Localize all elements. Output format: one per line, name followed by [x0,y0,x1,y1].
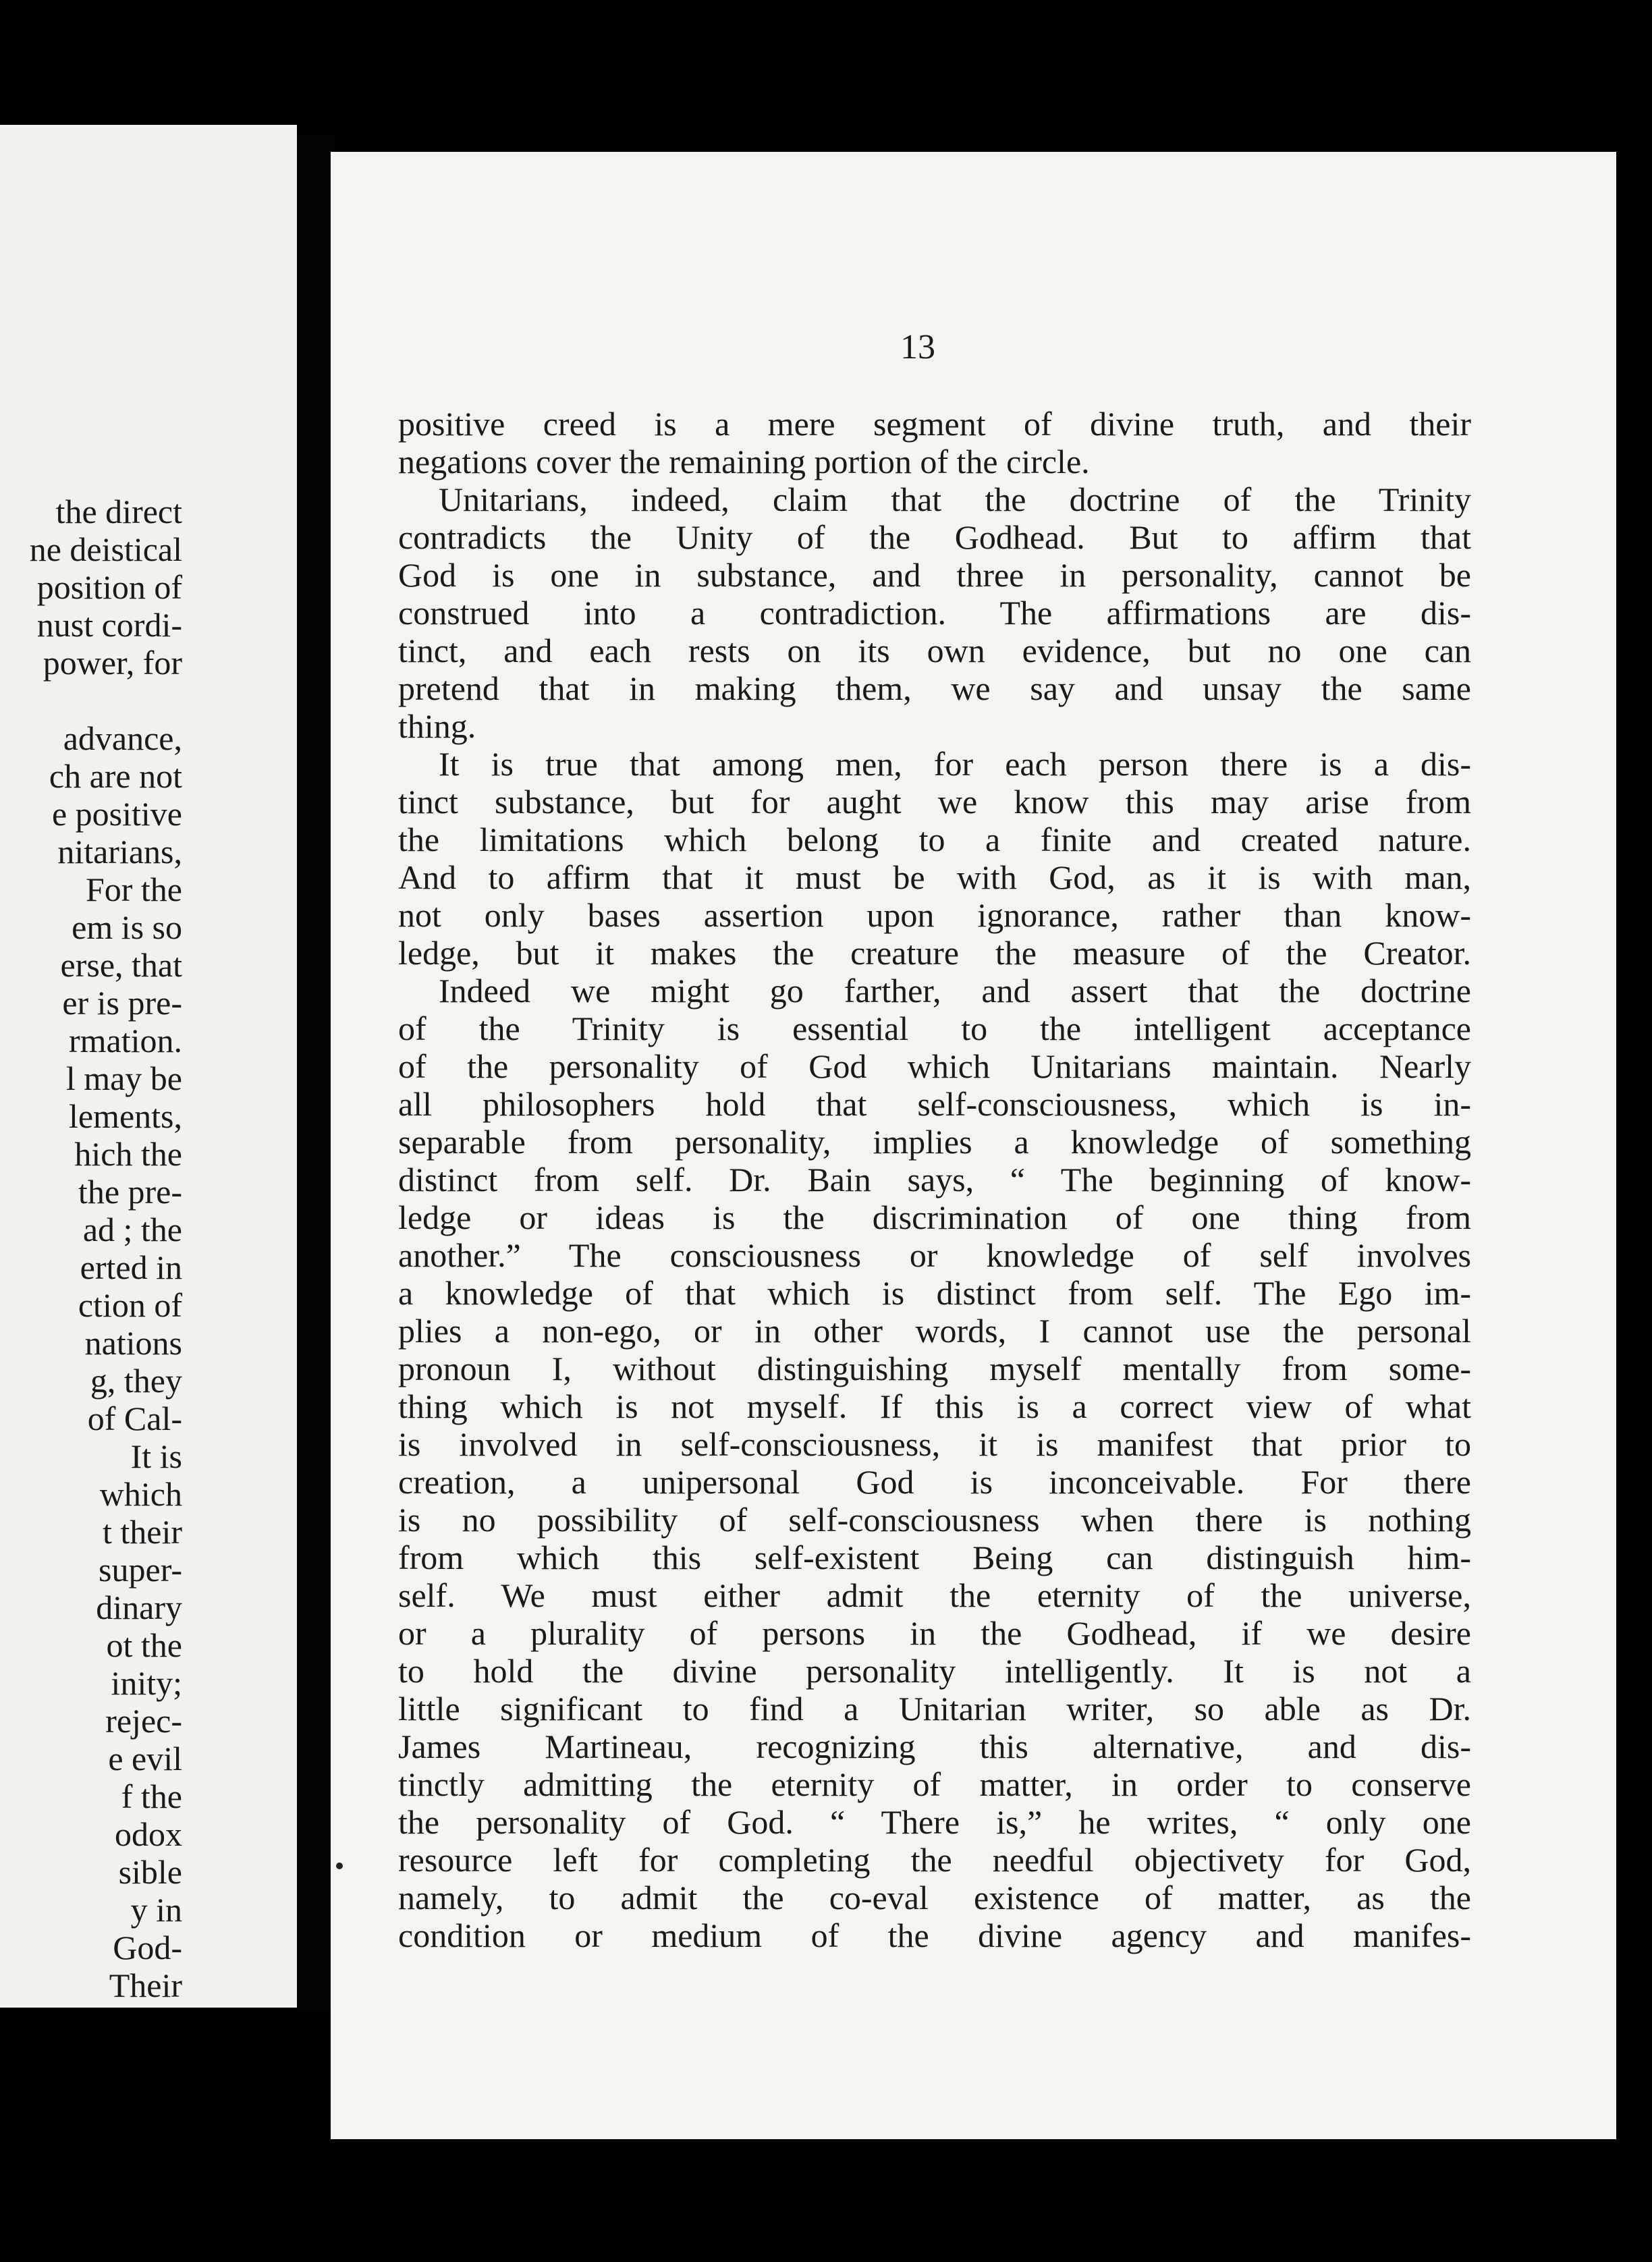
text-line: tinct, and each rests on its own evidence, but no one can [398,632,1471,669]
left-facing-page [0,125,297,2008]
left-line: power, for [43,644,182,682]
text-line: of the personality of God which Unitarians maintain. Nearly [398,1047,1471,1085]
text-line: construed into a contradiction. The affirmations are dis- [398,594,1471,632]
text-line: positive creed is a mere segment of divine truth, and their [398,405,1471,443]
text-line: ledge or ideas is the discrimination of one thing from [398,1198,1471,1236]
left-line: which [99,1475,182,1513]
left-page-text [0,493,182,2004]
left-line: erted in [80,1248,182,1286]
text-line: It is true that among men, for each person there is a dis- [439,745,1471,783]
text-line: contradicts the Unity of the Godhead. But to affirm that [398,518,1471,556]
text-line: And to affirm that it must be with God, as it is with man, [398,858,1471,896]
left-line: l may be [65,1059,182,1097]
left-line: God- [113,1929,182,1966]
left-line: sible [118,1853,182,1891]
left-line: of Cal- [87,1400,182,1437]
book-gutter [297,135,335,2011]
text-line: all philosophers hold that self-consciousness, which is in- [398,1085,1471,1123]
text-line: or a plurality of persons in the Godhead, if we desire [398,1614,1471,1652]
text-line: thing which is not myself. If this is a correct view of what [398,1387,1471,1425]
left-line: ad ; the [82,1211,182,1248]
left-line: advance, [63,719,182,757]
left-line: nitarians, [57,833,182,871]
left-line: nations [84,1324,182,1362]
text-line: self. We must either admit the eternity of the universe, [398,1576,1471,1614]
text-line: condition or medium of the divine agency and manifes- [398,1916,1471,1954]
text-line: the limitations which belong to a finite and created nature. [398,821,1471,858]
left-line: odox [115,1815,182,1853]
left-line: For the [85,871,182,908]
left-line: inity; [111,1664,182,1702]
left-line: rmation. [68,1022,182,1059]
left-line: the pre- [78,1173,182,1211]
text-line: negations cover the remaining portion of the circle. [398,443,1090,480]
left-line: t their [102,1513,182,1551]
text-line: separable from personality, implies a knowledge of something [398,1123,1471,1161]
text-line: not only bases assertion upon ignorance, rather than know- [398,896,1471,934]
left-line: ne deistical [29,530,182,568]
left-line: super- [99,1551,182,1589]
page-number: 13 [900,328,935,366]
text-line: is no possibility of self-consciousness when there is nothing [398,1501,1471,1539]
text-line: namely, to admit the co-eval existence of matter, as the [398,1879,1471,1916]
left-line: erse, that [60,946,182,984]
text-line: Unitarians, indeed, claim that the doctrine of the Trinity [439,480,1471,518]
left-line: e positive [51,795,182,833]
left-line: ction of [78,1286,182,1324]
text-line: ledge, but it makes the creature the measure of the Creator. [398,934,1471,972]
text-line: pronoun I, without distinguishing myself mentally from some- [398,1350,1471,1387]
left-line: nust cordi- [36,606,182,644]
text-line: another.” The consciousness or knowledge of self involves [398,1236,1471,1274]
text-line: James Martineau, recognizing this alternative, and dis- [398,1728,1471,1765]
text-line: plies a non-ego, or in other words, I cannot use the personal [398,1312,1471,1350]
left-line: dinary [96,1589,182,1626]
page-body-text [398,405,1471,1954]
left-line: f the [121,1777,182,1815]
text-line: pretend that in making them, we say and unsay the same [398,669,1471,707]
text-line: tinct substance, but for aught we know this may arise from [398,783,1471,821]
left-line: position of [36,568,182,606]
left-line: ot the [106,1626,182,1664]
left-line: y in [130,1891,182,1929]
left-line: Their [109,1966,182,2004]
main-page [331,152,1616,2139]
text-line: Indeed we might go farther, and assert that the doctrine [439,972,1471,1010]
text-line: tinctly admitting the eternity of matter, in order to conserve [398,1765,1471,1803]
left-line: It is [130,1437,182,1475]
text-line: to hold the divine personality intelligently. It is not a [398,1652,1471,1690]
left-line: e evil [108,1740,182,1777]
left-line: em is so [72,908,182,946]
left-line: ch are not [49,757,182,795]
text-line: of the Trinity is essential to the intelligent acceptance [398,1010,1471,1047]
text-line: little significant to find a Unitarian writer, so able as Dr. [398,1690,1471,1728]
text-line: from which this self-existent Being can distinguish him- [398,1539,1471,1576]
text-line: thing. [398,707,476,745]
margin-dot-mark [336,1863,343,1869]
left-line: lements, [68,1097,182,1135]
left-line: rejec- [105,1702,182,1740]
text-line: the personality of God. “ There is,” he writes, “ only one [398,1803,1471,1841]
left-line: hich the [74,1135,182,1173]
left-line: the direct [55,493,182,530]
text-line: a knowledge of that which is distinct from self. The Ego im- [398,1274,1471,1312]
left-line: er is pre- [62,984,182,1022]
left-line: g, they [90,1362,182,1400]
text-line: resource left for completing the needful objectivety for God, [398,1841,1471,1879]
text-line: God is one in substance, and three in personality, cannot be [398,556,1471,594]
text-line: creation, a unipersonal God is inconceivable. For there [398,1463,1471,1501]
text-line: distinct from self. Dr. Bain says, “ The beginning of know- [398,1161,1471,1198]
left-line-gap [0,682,182,719]
text-line: is involved in self-consciousness, it is manifest that prior to [398,1425,1471,1463]
